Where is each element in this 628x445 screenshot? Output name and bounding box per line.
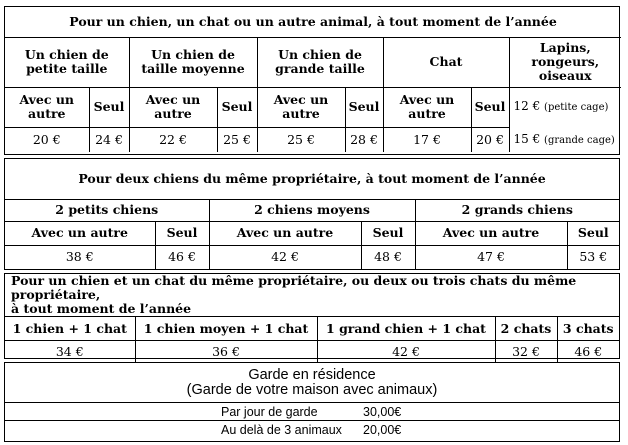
section2-title: Pour deux chiens du même propriétaire, à tout moment de l’année (5, 159, 619, 199)
cat-two-large-dogs: 2 grands chiens (415, 199, 619, 221)
section-dog-and-cat (4, 273, 620, 359)
sub2-with-other-small: Avec un autre (5, 221, 155, 245)
sub2-alone-large: Seul (567, 221, 619, 245)
price-small-with-other: 20 € (5, 127, 89, 152)
price-small-alone: 24 € (89, 127, 129, 152)
home-sitting-row (5, 421, 619, 438)
small-cage-label: (petite cage) (544, 102, 609, 114)
price3-two-cats: 32 € (495, 341, 557, 363)
price3-medium-dog-plus-cat: 36 € (135, 341, 317, 363)
price-large-with-other: 25 € (257, 127, 345, 152)
per-day-value: 30,00€ (363, 405, 402, 419)
sub2-with-other-medium: Avec un autre (209, 221, 361, 245)
section3-title-line2: à tout moment de l’année (11, 301, 192, 316)
large-cage-price: 15 € (513, 131, 541, 146)
two-dogs-table (5, 159, 619, 269)
single-animal-table (5, 7, 621, 152)
price3-three-cats: 46 € (557, 341, 619, 363)
cat-medium-dog-plus-cat: 1 chien moyen + 1 chat (135, 317, 317, 341)
cat-small-dog: Un chien de petite taille (5, 37, 129, 87)
section3-title (5, 274, 619, 317)
price3-large-dog-plus-cat: 42 € (317, 341, 495, 363)
price2-large-with-other: 47 € (415, 245, 567, 269)
sub2-with-other-large: Avec un autre (415, 221, 567, 245)
small-cage-price: 12 € (513, 99, 541, 114)
sub-with-other-medium: Avec un autre (129, 87, 217, 127)
section4-subtitle: (Garde de votre maison avec animaux) (186, 382, 438, 398)
price3-dog-plus-cat: 34 € (5, 341, 135, 363)
price2-large-alone: 53 € (567, 245, 619, 269)
sub-alone-small: Seul (89, 87, 129, 127)
price-medium-alone: 25 € (217, 127, 257, 152)
price-cat-alone: 20 € (471, 127, 509, 152)
sub-alone-large: Seul (345, 87, 383, 127)
large-cage-label: (grande cage) (544, 134, 615, 146)
sub-with-other-cat: Avec un autre (383, 87, 471, 127)
cat-three-cats: 3 chats (557, 317, 619, 341)
cat-large-dog-plus-cat: 1 grand chien + 1 chat (317, 317, 495, 341)
cat-medium-dog: Un chien de taille moyenne (129, 37, 257, 87)
cat-dog-plus-cat: 1 chien + 1 chat (5, 317, 135, 341)
cat-two-small-dogs: 2 petits chiens (5, 199, 209, 221)
price2-small-alone: 46 € (155, 245, 209, 269)
sub-alone-medium: Seul (217, 87, 257, 127)
section-home-sitting (4, 362, 620, 442)
cat-large-dog: Un chien de grande taille (257, 37, 383, 87)
home-sitting-row (5, 403, 619, 420)
dog-and-cat-table (5, 274, 619, 363)
sub2-alone-small: Seul (155, 221, 209, 245)
section-single-animal (4, 6, 620, 155)
section4-title: Garde en résidence (248, 367, 376, 383)
price2-medium-with-other: 42 € (209, 245, 361, 269)
extra-animals-label: Au delà de 3 animaux (221, 423, 342, 437)
section3-title-line1: Pour un chien et un chat du même propriétaire, ou deux ou trois chats du même propriétaire, (11, 273, 577, 302)
price-large-alone: 28 € (345, 127, 383, 152)
small-cage-price-cell (509, 87, 621, 127)
sub-alone-cat: Seul (471, 87, 509, 127)
price2-small-with-other: 38 € (5, 245, 155, 269)
large-cage-price-cell (509, 127, 621, 152)
sub-with-other-large: Avec un autre (257, 87, 345, 127)
price-cat-with-other: 17 € (383, 127, 471, 152)
cat-cat: Chat (383, 37, 509, 87)
sub2-alone-medium: Seul (361, 221, 415, 245)
price2-medium-alone: 48 € (361, 245, 415, 269)
section1-title: Pour un chien, un chat ou un autre animal, à tout moment de l’année (5, 7, 621, 37)
price-medium-with-other: 22 € (129, 127, 217, 152)
cat-two-medium-dogs: 2 chiens moyens (209, 199, 415, 221)
per-day-label: Par jour de garde (221, 405, 318, 419)
sub-with-other-small: Avec un autre (5, 87, 89, 127)
cat-small-pets: Lapins, rongeurs, oiseaux (509, 37, 621, 87)
extra-animals-value: 20,00€ (363, 423, 402, 437)
cat-two-cats: 2 chats (495, 317, 557, 341)
section-two-dogs (4, 158, 620, 270)
